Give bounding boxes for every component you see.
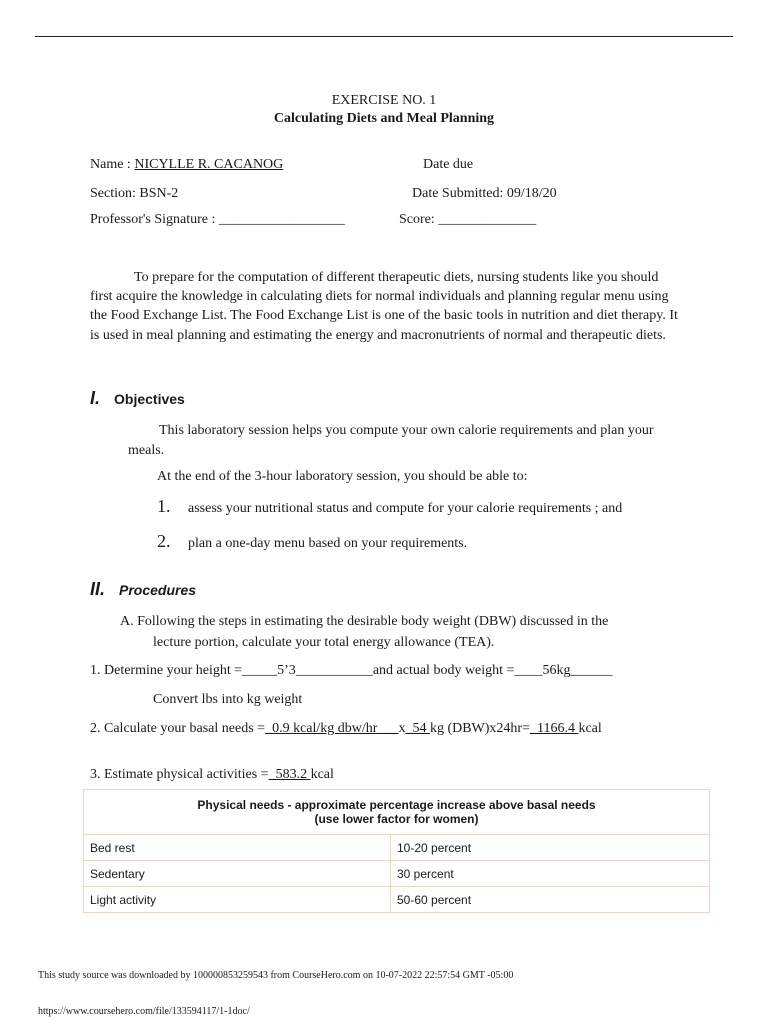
table-header <box>84 790 710 835</box>
physical-activity-value: _583.2 <box>268 767 311 782</box>
objectives-paragraph: This laboratory session helps you compute your own calorie requirements and plan your meals. <box>128 423 654 458</box>
activity-cell: Sedentary <box>84 861 391 887</box>
basal-result: _1166.4 <box>529 721 579 736</box>
exercise-title: EXERCISE NO. 1 <box>331 93 437 108</box>
table-header-line2: (use lower factor for women) <box>314 812 479 826</box>
score-label: Score: <box>399 212 435 227</box>
basal-rate: _0.9 kcal/kg dbw/hr___ <box>265 721 399 736</box>
step1-row <box>90 663 612 679</box>
objective-item <box>157 496 622 517</box>
step3-label: 3. Estimate physical activities = <box>90 767 269 782</box>
procedures-heading <box>90 579 196 600</box>
step1-mid: and actual body weight = <box>372 663 515 678</box>
physical-needs-table <box>83 789 710 913</box>
signature-label: Professor's Signature : <box>90 212 216 227</box>
name-label: Name : <box>90 157 131 172</box>
objectives-title: Objectives <box>114 391 185 407</box>
percent-cell: 50-60 percent <box>391 887 710 913</box>
dbw-value: _54 <box>405 721 430 736</box>
height-value: _____5’3___________ <box>242 663 373 678</box>
table-header-row <box>84 790 710 835</box>
percent-cell: 10-20 percent <box>391 835 710 861</box>
objective-number: 2. <box>157 531 171 551</box>
exercise-subtitle: Calculating Diets and Meal Planning <box>273 111 495 126</box>
footer-url[interactable]: https://www.coursehero.com/file/133594117/1-1doc/ <box>38 1006 250 1017</box>
procedures-number: II. <box>90 579 106 599</box>
date-due-label: Date due <box>423 157 474 172</box>
table-row <box>84 835 710 861</box>
step2-unit: kcal <box>578 721 602 736</box>
step2-label: 2. Calculate your basal needs = <box>90 721 266 736</box>
objective-number: 1. <box>157 496 171 516</box>
section-label: Section: BSN-2 <box>90 186 179 201</box>
objectives-lead: At the end of the 3-hour laboratory session, you should be able to: <box>157 469 528 484</box>
objectives-heading <box>90 388 185 409</box>
name-value: NICYLLE R. CACANOG <box>134 157 284 172</box>
top-rule <box>35 36 733 37</box>
signature-row <box>90 212 345 228</box>
table-row <box>84 887 710 913</box>
step2-multiply: x <box>398 721 406 736</box>
step2-mid: kg (DBW)x24hr= <box>429 721 530 736</box>
table-header-line1: Physical needs - approximate percentage increase above basal needs <box>197 798 596 812</box>
date-submitted-label: Date Submitted: 09/18/20 <box>412 186 557 201</box>
table-row <box>84 861 710 887</box>
objective-item <box>157 531 467 552</box>
activity-cell: Bed rest <box>84 835 391 861</box>
footer-source: This study source was downloaded by 100000853259543 from CourseHero.com on 10-07-2022 22:57:54 GMT -05:00 <box>38 970 514 981</box>
name-row <box>90 157 283 173</box>
signature-blank: __________________ <box>218 212 345 227</box>
objective-text: plan a one-day menu based on your requirements. <box>188 536 468 551</box>
procedures-title: Procedures <box>119 582 197 598</box>
activity-cell: Light activity <box>84 887 391 913</box>
step1-label: 1. Determine your height = <box>90 663 243 678</box>
score-row <box>399 212 536 228</box>
convert-note: Convert lbs into kg weight <box>153 692 303 707</box>
step3-row <box>90 767 334 783</box>
step2-row <box>90 721 602 737</box>
score-blank: ______________ <box>438 212 537 227</box>
procedure-a-line1: A. Following the steps in estimating the desirable body weight (DBW) discussed in the <box>120 614 609 629</box>
weight-value: ____56kg______ <box>514 663 613 678</box>
intro-paragraph: To prepare for the computation of different therapeutic diets, nursing students like you should first acquire the knowledge in calculating diets for normal individuals and planning regular menu using the Food Exchange List. The Food Exchange List is one of the basic tools in nutrition and diet therapy. It is used in meal planning and estimating the energy and macronutrients of normal and therapeutic diets. <box>90 270 678 343</box>
objectives-number: I. <box>90 388 101 408</box>
objective-text: assess your nutritional status and compute for your calorie requirements ; and <box>188 501 623 516</box>
percent-cell: 30 percent <box>391 861 710 887</box>
step3-unit: kcal <box>310 767 334 782</box>
procedure-a-line2: lecture portion, calculate your total energy allowance (TEA). <box>153 635 495 650</box>
